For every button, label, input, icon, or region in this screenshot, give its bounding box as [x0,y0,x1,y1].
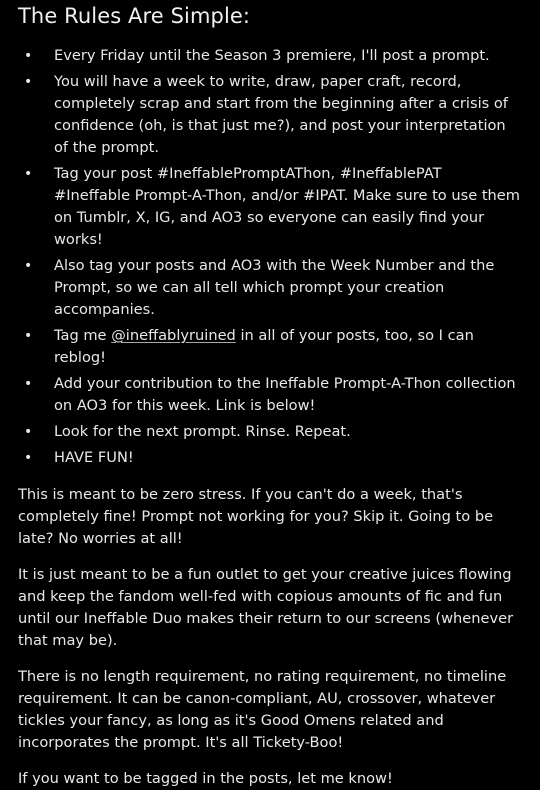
bullet-icon: • [24,48,33,64]
paragraph-zero-stress: This is meant to be zero stress. If you can't do a week, that's completely fine! Prompt not working for you? Skip it. Going to be late? No worries at all! [18,486,494,547]
bullet-icon: • [24,258,33,274]
rule-text: Tag your post #IneffablePromptAThon, #IneffablePAT #Ineffable Prompt-A-Thon, and/or #IPAT. Make sure to use them on Tumblr, X, IG, and AO3 so everyone can easily find your works! [54,165,521,248]
user-mention-link[interactable]: @ineffablyruined [111,327,236,344]
bullet-icon: • [24,376,33,392]
paragraph-fun-outlet: It is just meant to be a fun outlet to get your creative juices flowing and keep the fandom well-fed with copious amounts of fic and fun until our Ineffable Duo makes their return to our screens (whenever that may be). [18,566,514,649]
rule-text: HAVE FUN! [54,449,134,466]
rule-item-3 [18,163,522,251]
rule-item-2 [18,71,522,159]
rule-text: Add your contribution to the Ineffable Prompt-A-Thon collection on AO3 for this week. Link is below! [54,375,516,414]
rule-item-5 [18,325,522,369]
bullet-icon: • [24,74,33,90]
rule-text-before: Tag me [54,327,112,344]
rule-text: Every Friday until the Season 3 premiere, I'll post a prompt. [54,47,490,64]
rules-list [18,45,522,469]
paragraph-tag-request: If you want to be tagged in the posts, let me know! [18,770,393,787]
bullet-icon: • [24,328,33,344]
rule-item-4 [18,255,522,321]
rule-text: You will have a week to write, draw, paper craft, record, completely scrap and start from the beginning after a crisis of confidence (oh, is that just me?), and post your interpretation of the prompt. [54,73,508,156]
rule-text: Look for the next prompt. Rinse. Repeat. [54,423,351,440]
bullet-icon: • [24,166,33,182]
rule-text: Also tag your posts and AO3 with the Week Number and the Prompt, so we can all tell which prompt your creation accompanies. [54,257,495,318]
bullet-icon: • [24,424,33,440]
rule-item-6 [18,373,522,417]
rule-text-after: in all of your posts, too, so I can reblog! [54,327,474,366]
bullet-icon: • [24,450,33,466]
paragraph-requirements: There is no length requirement, no rating requirement, no timeline requirement. It can be canon-compliant, AU, crossover, whatever tickles your fancy, as long as it's Good Omens related and incorporates the prompt. It's all Tickety-Boo! [18,668,507,751]
rule-item-8 [18,447,522,469]
post-heading: The Rules Are Simple: [18,4,251,28]
rule-item-1 [18,45,522,67]
rule-item-7 [18,421,522,443]
